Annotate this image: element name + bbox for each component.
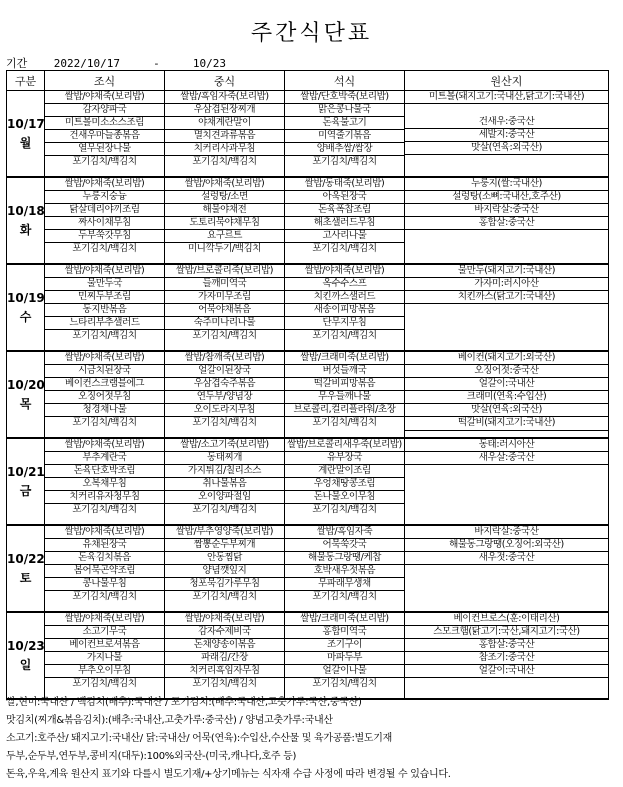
note-line: 두부,순두부,연두부,콩비지(대두):100%외국산-(미국,캐나다,호주 등): [6, 751, 297, 762]
origin-item: 얼갈이:국내산: [405, 378, 608, 391]
breakfast-item: 오복채무침: [45, 478, 164, 491]
dinner-item: 돈육폭찹조림: [285, 204, 404, 217]
breakfast-item: 베이컨스크램블에그: [45, 378, 164, 391]
lunch-item: 포기김치/백김치: [192, 330, 257, 342]
lunch-item: 포기김치/백김치: [192, 504, 257, 516]
breakfast-item: 미트볼미소소스조림: [45, 117, 164, 130]
breakfast-item: 물만두국: [45, 278, 164, 291]
day-cell: [7, 264, 45, 351]
header-origin: 원산지: [405, 71, 609, 91]
breakfast-item: 쌀밥/야채죽(보리밥): [45, 178, 164, 191]
dinner-item: 미역줄기볶음: [285, 130, 404, 143]
dinner-item: 호박새우젓볶음: [285, 565, 404, 578]
dinner-item: 단무지무침: [285, 317, 404, 330]
breakfast-item: 느타리부추샐러드: [45, 317, 164, 330]
origin-item: 홍합살:중국산: [405, 217, 608, 230]
breakfast-item: 시금치된장국: [45, 365, 164, 378]
lunch-item: 쌀밥/참깨죽(보리밥): [165, 352, 284, 365]
origin-item: 베이컨브로스(훈:이태리산): [405, 613, 608, 626]
lunch-item: 치커리흑임자무침: [165, 665, 284, 678]
origin-item: 얼갈이:국내산: [405, 665, 608, 678]
day-cell: [7, 438, 45, 525]
day-row: [7, 264, 609, 351]
dinner-cell: [285, 351, 405, 438]
origin-item: 크래미(연육:수입산): [405, 391, 608, 404]
origin-item: 스모크햄(닭고기:국산,돼지고기:국산): [405, 626, 608, 639]
origin-cell: [405, 177, 609, 264]
lunch-item: 안동찜닭: [165, 552, 284, 565]
origin-cell: [405, 264, 609, 351]
origin-item: 치킨까스(닭고기:국내산): [405, 291, 608, 304]
dinner-item: 해초샐러드무침: [285, 217, 404, 230]
dinner-cell: [285, 525, 405, 612]
lunch-item: 포기김치/백김치: [192, 417, 257, 429]
dinner-item: 치킨까스샐러드: [285, 291, 404, 304]
breakfast-item: 소고기무국: [45, 626, 164, 639]
day-date: 10/22: [7, 551, 45, 566]
dinner-item: 새송이피망볶음: [285, 304, 404, 317]
period-start: 2022/10/17: [53, 57, 120, 70]
day-date: 10/23: [7, 638, 45, 653]
dinner-item: 무파래무생채: [285, 578, 404, 591]
breakfast-item: 돈육김치볶음: [45, 552, 164, 565]
lunch-item: 오이양파절임: [165, 491, 284, 504]
note-line: 돈육,우육,계육 원산지 표기와 다를시 별도기재/+상기메뉴는 식자재 수급 사정에 따라 변경될 수 있습니다.: [6, 769, 451, 780]
header-dinner: 석식: [285, 71, 405, 91]
origin-item: 건새우:중국산: [405, 116, 608, 129]
lunch-item: 미니깍두기/백김치: [187, 243, 262, 255]
dinner-item: 얼갈이나물: [285, 665, 404, 678]
day-weekday: 수: [19, 309, 32, 324]
origin-item: 해물동그랑땡(오징어:외국산): [405, 539, 608, 552]
lunch-item: 쌀밥/브로콜리죽(보리밥): [165, 265, 284, 278]
dinner-cell: [285, 264, 405, 351]
breakfast-item: 콩나물무침: [45, 578, 164, 591]
origin-item: [405, 565, 608, 577]
dinner-item: 포기김치/백김치: [312, 243, 377, 255]
origin-item: 미트볼(돼지고기:국내산,닭고기:국내산): [405, 91, 608, 104]
origin-item: 베이컨(돼지고기:외국산): [405, 352, 608, 365]
origin-item: 홍합살:중국산: [405, 639, 608, 652]
lunch-item: 들깨미역국: [165, 278, 284, 291]
origin-item: 설렁탕(소뼈:국내산,호주산): [405, 191, 608, 204]
breakfast-item: 봄어묵곤약조림: [45, 565, 164, 578]
dinner-item: 계란말이조림: [285, 465, 404, 478]
day-weekday: 금: [19, 483, 32, 498]
day-row: [7, 525, 609, 612]
dinner-item: 마파두부: [285, 652, 404, 665]
dinner-item: 쌀밥/동태죽(보리밥): [285, 178, 404, 191]
breakfast-item: 치커리유자청무침: [45, 491, 164, 504]
breakfast-item: 쌀밥/야채죽(보리밥): [45, 265, 164, 278]
origin-cell: [405, 525, 609, 612]
period-label: 기간: [6, 57, 28, 70]
day-weekday: 화: [19, 222, 32, 237]
dinner-item: 포기김치/백김치: [312, 330, 377, 342]
dinner-item: 쌀밥/크래미죽(보리밥): [285, 613, 404, 626]
lunch-item: 포기김치/백김치: [192, 591, 257, 603]
breakfast-cell: [45, 438, 165, 525]
breakfast-item: 돈육단호박조림: [45, 465, 164, 478]
origin-item: [405, 230, 608, 242]
origin-item: [405, 155, 608, 167]
dinner-item: 포기김치/백김치: [312, 591, 377, 603]
breakfast-item: 민찌두부조림: [45, 291, 164, 304]
breakfast-cell: [45, 612, 165, 699]
lunch-item: 야채계란말이: [165, 117, 284, 130]
dinner-item: 아욱된장국: [285, 191, 404, 204]
dinner-item: 포기김치/백김치: [312, 417, 377, 429]
origin-item: 가자미:러시아산: [405, 278, 608, 291]
lunch-cell: [165, 264, 285, 351]
dinner-item: 홍합미역국: [285, 626, 404, 639]
day-cell: [7, 351, 45, 438]
weekly-menu-table: [6, 70, 609, 700]
dinner-item: 고사리나물: [285, 230, 404, 243]
lunch-item: 요구르트: [165, 230, 284, 243]
breakfast-item: 두부쑥갓무침: [45, 230, 164, 243]
day-row: [7, 177, 609, 264]
breakfast-item: 쌀밥/야채죽(보리밥): [45, 352, 164, 365]
day-date: 10/19: [7, 290, 45, 305]
origin-item: 오징어젓:중국산: [405, 365, 608, 378]
origin-item: [405, 577, 608, 589]
breakfast-item: 감자양파국: [45, 104, 164, 117]
origin-item: [405, 589, 608, 601]
dinner-item: 쌀밥/단호박죽(보리밥): [285, 91, 404, 104]
breakfast-item: 포기김치/백김치: [72, 243, 137, 255]
lunch-item: 동태찌개: [165, 452, 284, 465]
origin-item: [405, 501, 608, 513]
dinner-item: 무우들깨나물: [285, 391, 404, 404]
day-weekday: 토: [19, 570, 32, 585]
day-cell: [7, 525, 45, 612]
dinner-cell: [285, 177, 405, 264]
dinner-item: 쌀밥/흑임자죽: [285, 526, 404, 539]
lunch-item: 가지튀김/칠리소스: [165, 465, 284, 478]
dinner-item: 쌀밥/크래미죽(보리밥): [285, 352, 404, 365]
lunch-item: 멸치견과류볶음: [165, 130, 284, 143]
day-row: [7, 612, 609, 699]
lunch-item: 쌀밥/부추영양죽(보리밥): [165, 526, 284, 539]
origin-item: 누룽지(쌀:국내산): [405, 178, 608, 191]
origin-item: [405, 304, 608, 316]
page-title: 주간식단표: [250, 21, 373, 46]
lunch-cell: [165, 351, 285, 438]
lunch-item: 연두부/양념장: [165, 391, 284, 404]
origin-item: [405, 242, 608, 254]
day-date: 10/20: [7, 377, 45, 392]
breakfast-item: 건새우마늘종볶음: [45, 130, 164, 143]
lunch-cell: [165, 525, 285, 612]
period-end: 10/23: [192, 57, 226, 70]
origin-item: 물만두(돼지고기:국내산): [405, 265, 608, 278]
breakfast-item: 부추오이무침: [45, 665, 164, 678]
day-date: 10/18: [7, 203, 45, 218]
dinner-item: 어묵쑥갓국: [285, 539, 404, 552]
lunch-item: 감자수제비국: [165, 626, 284, 639]
breakfast-item: 쌀밥/야채죽(보리밥): [45, 526, 164, 539]
lunch-item: 포기김치/백김치: [192, 156, 257, 168]
origin-item: 새우살:중국산: [405, 452, 608, 465]
dinner-item: 조기구이: [285, 639, 404, 652]
notes: [6, 694, 618, 784]
lunch-item: 해물야채전: [165, 204, 284, 217]
dinner-item: 포기김치/백김치: [312, 504, 377, 516]
dinner-cell: [285, 438, 405, 525]
origin-item: 바지락살:중국산: [405, 526, 608, 539]
lunch-item: 가자미무조림: [165, 291, 284, 304]
dinner-item: 양배추쌈/쌈장: [285, 143, 404, 156]
dinner-cell: [285, 612, 405, 699]
lunch-item: 쌀밥/야채죽(보리밥): [165, 613, 284, 626]
lunch-item: 도토리묵야채무침: [165, 217, 284, 230]
breakfast-item: 닭살데리야끼조림: [45, 204, 164, 217]
breakfast-item: 쌀밥/야채죽(보리밥): [45, 613, 164, 626]
note-line: 맛김치(찌개&볶음김치):(배추:국내산,고춧가루:중국산) / 양념고춧가루:국내산: [6, 715, 333, 726]
day-weekday: 월: [19, 135, 32, 150]
origin-item: 동태:러시아산: [405, 439, 608, 452]
lunch-item: 우삼겹숙주볶음: [165, 378, 284, 391]
breakfast-cell: [45, 177, 165, 264]
breakfast-item: 부추계란국: [45, 452, 164, 465]
lunch-item: 포기김치/백김치: [192, 678, 257, 690]
origin-item: [405, 678, 608, 690]
origin-item: 맛살(연육:외국산): [405, 142, 608, 155]
origin-item: [405, 465, 608, 477]
lunch-item: 돈채양송이볶음: [165, 639, 284, 652]
note-line: 쌀,현미:국내산 / 백김치(배추):국내산 / 포기김치:(배추:국내산,고춧가루:국산,중국산): [6, 697, 362, 708]
origin-item: 참조기:중국산: [405, 652, 608, 665]
breakfast-item: 포기김치/백김치: [72, 156, 137, 168]
lunch-cell: [165, 438, 285, 525]
breakfast-item: 포기김치/백김치: [72, 591, 137, 603]
dinner-item: 옥수수스프: [285, 278, 404, 291]
breakfast-item: 가지나물: [45, 652, 164, 665]
breakfast-item: 짜사이채무침: [45, 217, 164, 230]
breakfast-cell: [45, 91, 165, 178]
day-cell: [7, 91, 45, 178]
period-separator: -: [153, 57, 160, 70]
origin-cell: [405, 438, 609, 525]
dinner-item: 버섯들깨국: [285, 365, 404, 378]
day-cell: [7, 612, 45, 699]
breakfast-item: 오징어젓무침: [45, 391, 164, 404]
lunch-item: 어묵야채볶음: [165, 304, 284, 317]
lunch-item: 우삼겹된장찌개: [165, 104, 284, 117]
breakfast-item: 쌀밥/야채죽(보리밥): [45, 439, 164, 452]
dinner-item: 포기김치/백김치: [312, 156, 377, 168]
header-lunch: 중식: [165, 71, 285, 91]
breakfast-item: 포기김치/백김치: [72, 330, 137, 342]
breakfast-item: 베이컨브로셔볶음: [45, 639, 164, 652]
dinner-cell: [285, 91, 405, 178]
dinner-item: 돈나물오이무침: [285, 491, 404, 504]
lunch-item: 양념깻잎지: [165, 565, 284, 578]
origin-item: 새우젓:중국산: [405, 552, 608, 565]
lunch-cell: [165, 177, 285, 264]
period-line: [6, 55, 226, 71]
lunch-item: 숙주미나리나물: [165, 317, 284, 330]
day-date: 10/21: [7, 464, 45, 479]
lunch-cell: [165, 612, 285, 699]
breakfast-item: 쌀밥/야채죽(보리밥): [45, 91, 164, 104]
breakfast-cell: [45, 264, 165, 351]
day-row: [7, 438, 609, 525]
breakfast-item: 포기김치/백김치: [72, 504, 137, 516]
breakfast-item: 열무된장나물: [45, 143, 164, 156]
header-day: 구분: [7, 71, 45, 91]
breakfast-item: 포기김치/백김치: [72, 678, 137, 690]
dinner-item: 쌀밥/야채죽(보리밥): [285, 265, 404, 278]
origin-item: [405, 328, 608, 340]
dinner-item: 브로콜리,컬리플라워/초장: [285, 404, 404, 417]
lunch-item: 치커리사과무침: [165, 143, 284, 156]
lunch-item: 쌀밥/야채죽(보리밥): [165, 178, 284, 191]
day-row: [7, 91, 609, 178]
origin-cell: [405, 351, 609, 438]
origin-item: 떡갈비(돼지고기:국내산): [405, 417, 608, 430]
breakfast-item: 청경채나물: [45, 404, 164, 417]
lunch-item: 설렁탕/소면: [165, 191, 284, 204]
dinner-item: 맑은콩나물국: [285, 104, 404, 117]
lunch-item: 쌀밥/소고기죽(보리밥): [165, 439, 284, 452]
day-cell: [7, 177, 45, 264]
origin-item: [405, 489, 608, 501]
lunch-item: 쌀밥/흑임자죽(보리밥): [165, 91, 284, 104]
breakfast-item: 누룽지숭늉: [45, 191, 164, 204]
origin-item: [405, 316, 608, 328]
dinner-item: 유부장국: [285, 452, 404, 465]
origin-cell: [405, 612, 609, 699]
lunch-item: 짬뽕순두부찌개: [165, 539, 284, 552]
dinner-item: 해물동그랑땡/케찹: [285, 552, 404, 565]
dinner-item: 돈육불고기: [285, 117, 404, 130]
dinner-item: 떡갈비피망볶음: [285, 378, 404, 391]
dinner-item: 포기김치/백김치: [312, 678, 377, 690]
lunch-item: 파래김/간장: [165, 652, 284, 665]
breakfast-item: 유채된장국: [45, 539, 164, 552]
lunch-item: 오이도라지무침: [165, 404, 284, 417]
breakfast-item: 포기김치/백김치: [72, 417, 137, 429]
origin-item: 바지락살:중국산: [405, 204, 608, 217]
note-line: 소고기:호주산/ 돼지고기:국내산/ 닭:국내산/ 어묵(연육):수입산,수산물 및 육가공품:별도기재: [6, 733, 392, 744]
breakfast-cell: [45, 525, 165, 612]
lunch-item: 청포묵김가루무침: [165, 578, 284, 591]
lunch-item: 얼갈이된장국: [165, 365, 284, 378]
origin-cell: [405, 91, 609, 178]
day-date: 10/17: [7, 116, 45, 131]
day-weekday: 일: [19, 657, 32, 672]
header-row: [7, 71, 609, 91]
header-breakfast: 조식: [45, 71, 165, 91]
origin-item: 맛살(연육:외국산): [405, 404, 608, 417]
day-row: [7, 351, 609, 438]
menu-body: [7, 91, 609, 700]
breakfast-item: 동지반볶음: [45, 304, 164, 317]
lunch-cell: [165, 91, 285, 178]
dinner-item: 쌀밥/브로콜리새우죽(보리밥): [285, 439, 404, 452]
lunch-item: 취나물볶음: [165, 478, 284, 491]
origin-item: 세발지:중국산: [405, 129, 608, 142]
day-weekday: 목: [19, 396, 32, 411]
origin-item: [405, 104, 608, 116]
dinner-item: 우엉채땅콩조림: [285, 478, 404, 491]
breakfast-cell: [45, 351, 165, 438]
origin-item: [405, 477, 608, 489]
